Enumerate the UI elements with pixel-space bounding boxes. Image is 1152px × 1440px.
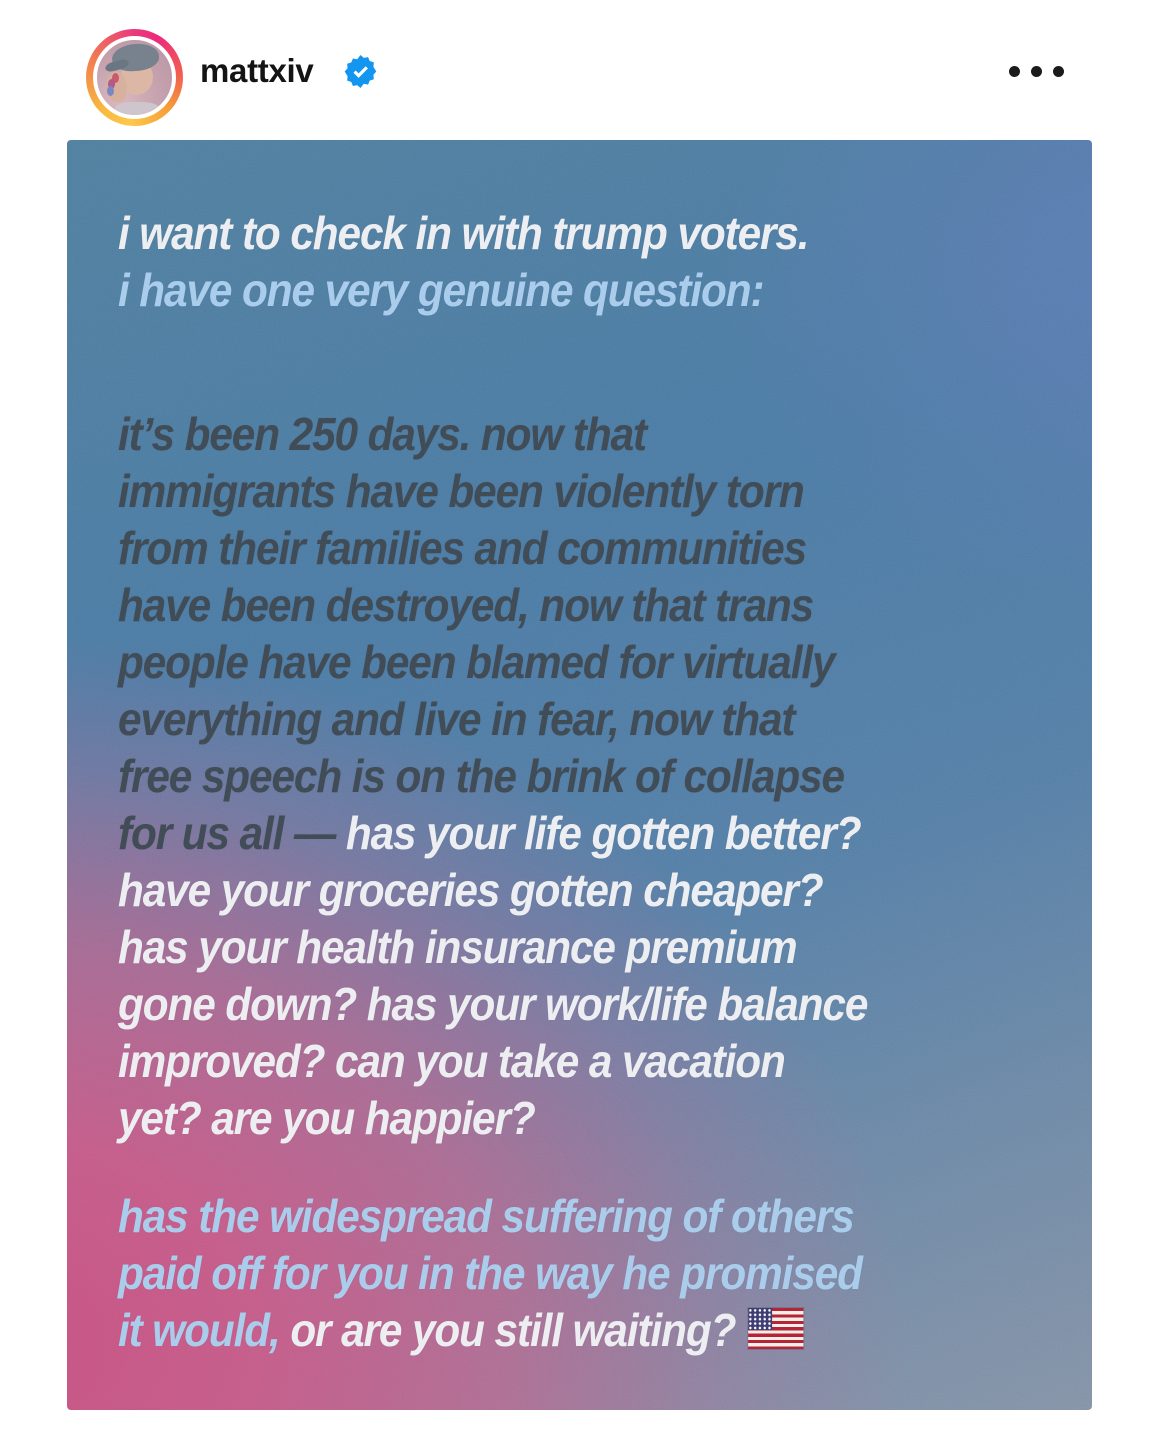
image-text-line — [118, 1245, 986, 1302]
image-text-line — [118, 1302, 986, 1359]
text-segment: have your groceries gotten cheaper? — [118, 864, 823, 916]
image-text-line — [118, 976, 986, 1033]
more-options-button[interactable] — [1004, 56, 1068, 86]
text-segment: free speech is on the brink of collapse — [118, 750, 844, 802]
text-segment: from their families and communities — [118, 522, 807, 574]
text-segment: or are you still waiting? — [279, 1304, 736, 1356]
dot-icon — [1031, 66, 1042, 77]
text-segment: has the widespread suffering of others — [118, 1190, 854, 1242]
flag-canton — [748, 1308, 772, 1330]
text-segment: paid off for you in the way he promised — [118, 1247, 862, 1299]
image-text-line — [118, 463, 986, 520]
text-segment: gone down? has your work/life balance — [118, 978, 868, 1030]
text-segment: i want to check in with trump voters. — [118, 207, 809, 259]
image-text-line — [118, 919, 986, 976]
username[interactable]: mattxiv — [200, 52, 314, 89]
us-flag-icon — [748, 1308, 803, 1349]
text-segment: immigrants have been violently torn — [118, 465, 804, 517]
text-segment: yet? are you happier? — [118, 1092, 535, 1144]
post-image[interactable] — [67, 140, 1092, 1410]
image-text-line — [118, 1033, 986, 1090]
text-segment: i have one very genuine question: — [118, 264, 764, 316]
text-segment: everything and live in fear, now that — [118, 693, 795, 745]
text-block-outro — [118, 1188, 1062, 1359]
image-text-line — [118, 577, 986, 634]
text-segment: have been destroyed, now that trans — [118, 579, 814, 631]
image-text-line — [118, 691, 986, 748]
avatar-shirt — [115, 102, 159, 117]
avatar-nail — [107, 86, 114, 96]
avatar[interactable] — [86, 29, 183, 126]
image-text-line — [118, 805, 986, 862]
text-segment: it would, — [118, 1304, 280, 1356]
text-segment: it’s been 250 days. now that — [118, 408, 647, 460]
text-segment: people have been blamed for virtually — [118, 636, 835, 688]
image-text-line — [118, 406, 986, 463]
text-segment: has your life gotten better? — [345, 807, 861, 859]
text-segment: has your health insurance premium — [118, 921, 797, 973]
image-text-line — [118, 1090, 986, 1147]
image-text-line — [118, 205, 986, 262]
text-segment: for us all — — [118, 807, 346, 859]
dot-icon — [1053, 66, 1064, 77]
post-header — [0, 0, 1152, 140]
image-text-line — [118, 262, 986, 319]
verified-badge-icon — [344, 55, 377, 88]
avatar-photo — [93, 36, 176, 119]
dot-icon — [1009, 66, 1020, 77]
image-text-line — [118, 520, 986, 577]
image-text-line — [118, 1188, 986, 1245]
text-block-intro — [118, 205, 1062, 319]
text-block-body — [118, 406, 1062, 1147]
image-text-line — [118, 634, 986, 691]
image-text-line — [118, 748, 986, 805]
text-segment: improved? can you take a vacation — [118, 1035, 785, 1087]
image-text-line — [118, 862, 986, 919]
image-text-layer — [67, 140, 1092, 1359]
